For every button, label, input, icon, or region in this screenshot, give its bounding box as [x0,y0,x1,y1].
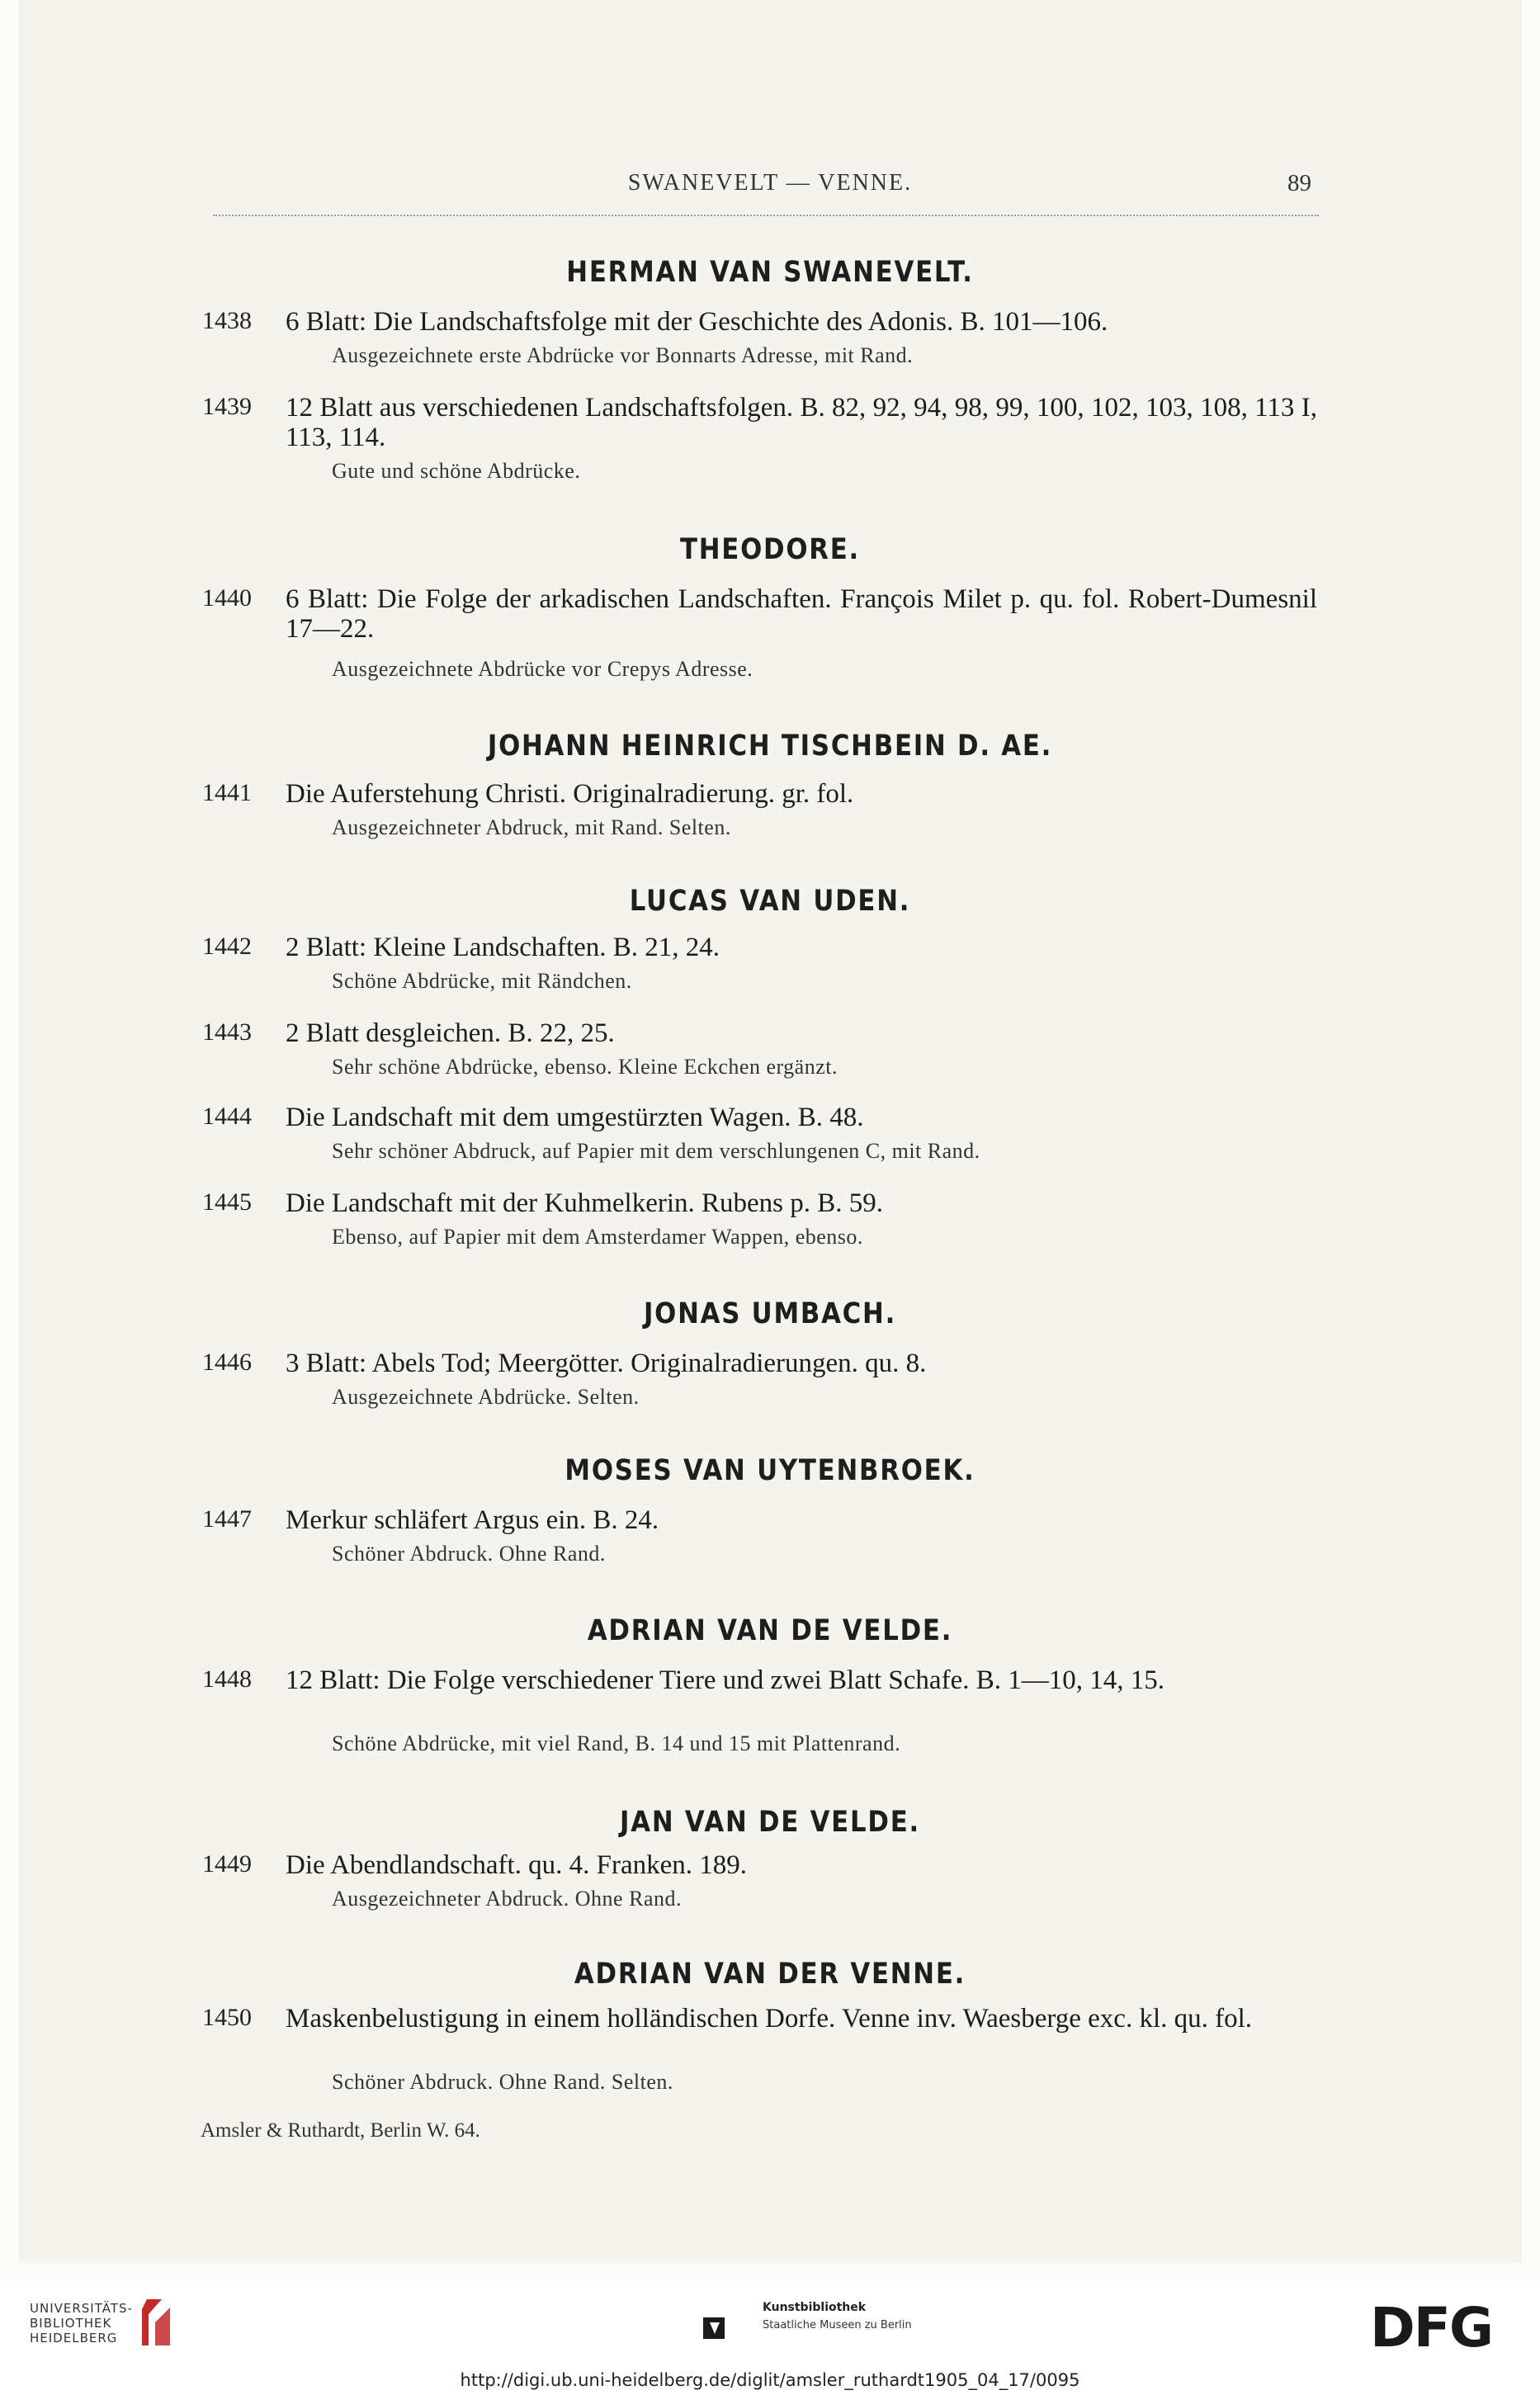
lot-number: 1440 [202,584,252,612]
lot-title: Die Landschaft mit der Kuhmelkerin. Rubens p. B. 59. [286,1188,884,1218]
section-heading-uden: LUCAS VAN UDEN. [629,885,911,918]
lot-title: 3 Blatt: Abels Tod; Meergötter. Originalradierungen. qu. 8. [286,1349,927,1378]
lot-title: 12 Blatt aus verschiedenen Landschaftsfolgen. B. 82, 92, 94, 98, 99, 100, 102, 103, 108, 113 I, 113, 114. [286,393,1317,452]
section-heading-adrian-velde: ADRIAN VAN DE VELDE. [587,1614,953,1647]
lot-number: 1450 [202,2004,252,2031]
section-heading-swanevelt: HERMAN VAN SWANEVELT. [566,256,974,289]
lot-title: Merkur schläfert Argus ein. B. 24. [286,1505,659,1535]
header-rule [213,215,1319,216]
lot-number: 1448 [202,1665,252,1693]
lot-note: Sehr schöner Abdruck, auf Papier mit dem verschlungenen C, mit Rand. [332,1139,980,1163]
lot-title: Die Abendlandschaft. qu. 4. Franken. 189. [286,1850,748,1880]
lot-number: 1445 [202,1188,252,1216]
museum-name: Kunstbibliothek [763,2301,867,2314]
lot-note: Schöner Abdruck. Ohne Rand. [332,1542,606,1566]
lot-title: 6 Blatt: Die Folge der arkadischen Landschaften. François Milet p. qu. fol. Robert-Dumesnil 17—22. [286,584,1317,644]
lot-note: Ausgezeichnete Abdrücke. Selten. [332,1385,640,1409]
section-heading-tischbein: JOHANN HEINRICH TISCHBEIN D. AE. [487,730,1053,763]
lot-title: 2 Blatt desgleichen. B. 22, 25. [286,1018,615,1048]
lot-title: Maskenbelustigung in einem holländischen Dorfe. Venne inv. Waesberge exc. kl. qu. fol. [286,2004,1253,2034]
lot-title: Die Landschaft mit dem umgestürzten Wagen. B. 48. [286,1103,864,1132]
lot-number: 1447 [202,1505,252,1533]
lot-title: Die Auferstehung Christi. Originalradierung. gr. fol. [286,779,854,809]
section-heading-venne: ADRIAN VAN DER VENNE. [574,1958,966,1991]
lot-note: Gute und schöne Abdrücke. [332,459,581,483]
lot-number: 1444 [202,1103,252,1130]
lot-title: 12 Blatt: Die Folge verschiedener Tiere und zwei Blatt Schafe. B. 1—10, 14, 15. [286,1665,1164,1695]
library-line-3: HEIDELBERG [30,2331,118,2345]
page-number: 89 [1287,170,1311,196]
lot-number: 1441 [202,779,252,806]
running-title: SWANEVELT — VENNE. [627,170,913,196]
source-url-link[interactable]: http://digi.ub.uni-heidelberg.de/diglit/amsler_ruthardt1905_04_17/0095 [460,2370,1080,2390]
lot-note: Schöne Abdrücke, mit Rändchen. [332,969,632,993]
lot-number: 1443 [202,1018,252,1046]
lot-note: Schöner Abdruck. Ohne Rand. Selten. [332,2070,673,2094]
section-heading-umbach: JONAS UMBACH. [643,1297,897,1330]
lot-note: Ausgezeichneter Abdruck. Ohne Rand. [332,1887,682,1911]
section-heading-theodore: THEODORE. [679,533,861,566]
lot-title: 6 Blatt: Die Landschaftsfolge mit der Geschichte des Adonis. B. 101—106. [286,307,1108,337]
lot-note: Schöne Abdrücke, mit viel Rand, B. 14 und 15 mit Plattenrand. [332,1731,901,1755]
lot-note: Sehr schöne Abdrücke, ebenso. Kleine Eckchen ergänzt. [332,1055,838,1079]
lot-number: 1446 [202,1349,252,1376]
library-line-1: UNIVERSITÄTS- [30,2301,133,2316]
lot-note: Ausgezeichneter Abdruck, mit Rand. Selten. [332,815,731,839]
lot-number: 1442 [202,933,252,960]
museum-emblem-icon [703,2298,754,2344]
lot-number: 1439 [202,393,252,420]
museum-subtitle: Staatliche Museen zu Berlin [763,2319,912,2331]
dfg-logo[interactable]: DFG [1370,2296,1493,2360]
section-heading-jan-velde: JAN VAN DE VELDE. [620,1806,920,1839]
lot-number: 1438 [202,307,252,334]
lot-note: Ausgezeichnete erste Abdrücke vor Bonnarts Adresse, mit Rand. [332,343,914,367]
lot-note: Ebenso, auf Papier mit dem Amsterdamer Wappen, ebenso. [332,1225,863,1249]
footer-bar [0,2281,1540,2395]
lot-note: Ausgezeichnete Abdrücke vor Crepys Adresse. [332,657,753,681]
lot-number: 1449 [202,1850,252,1878]
section-heading-uytenbroek: MOSES VAN UYTENBROEK. [565,1454,975,1487]
library-line-2: BIBLIOTHEK [30,2316,112,2331]
university-library-name [30,2301,137,2345]
lot-title: 2 Blatt: Kleine Landschaften. B. 21, 24. [286,933,720,962]
library-emblem-icon [137,2298,187,2347]
printer-imprint: Amsler & Ruthardt, Berlin W. 64. [201,2119,480,2142]
